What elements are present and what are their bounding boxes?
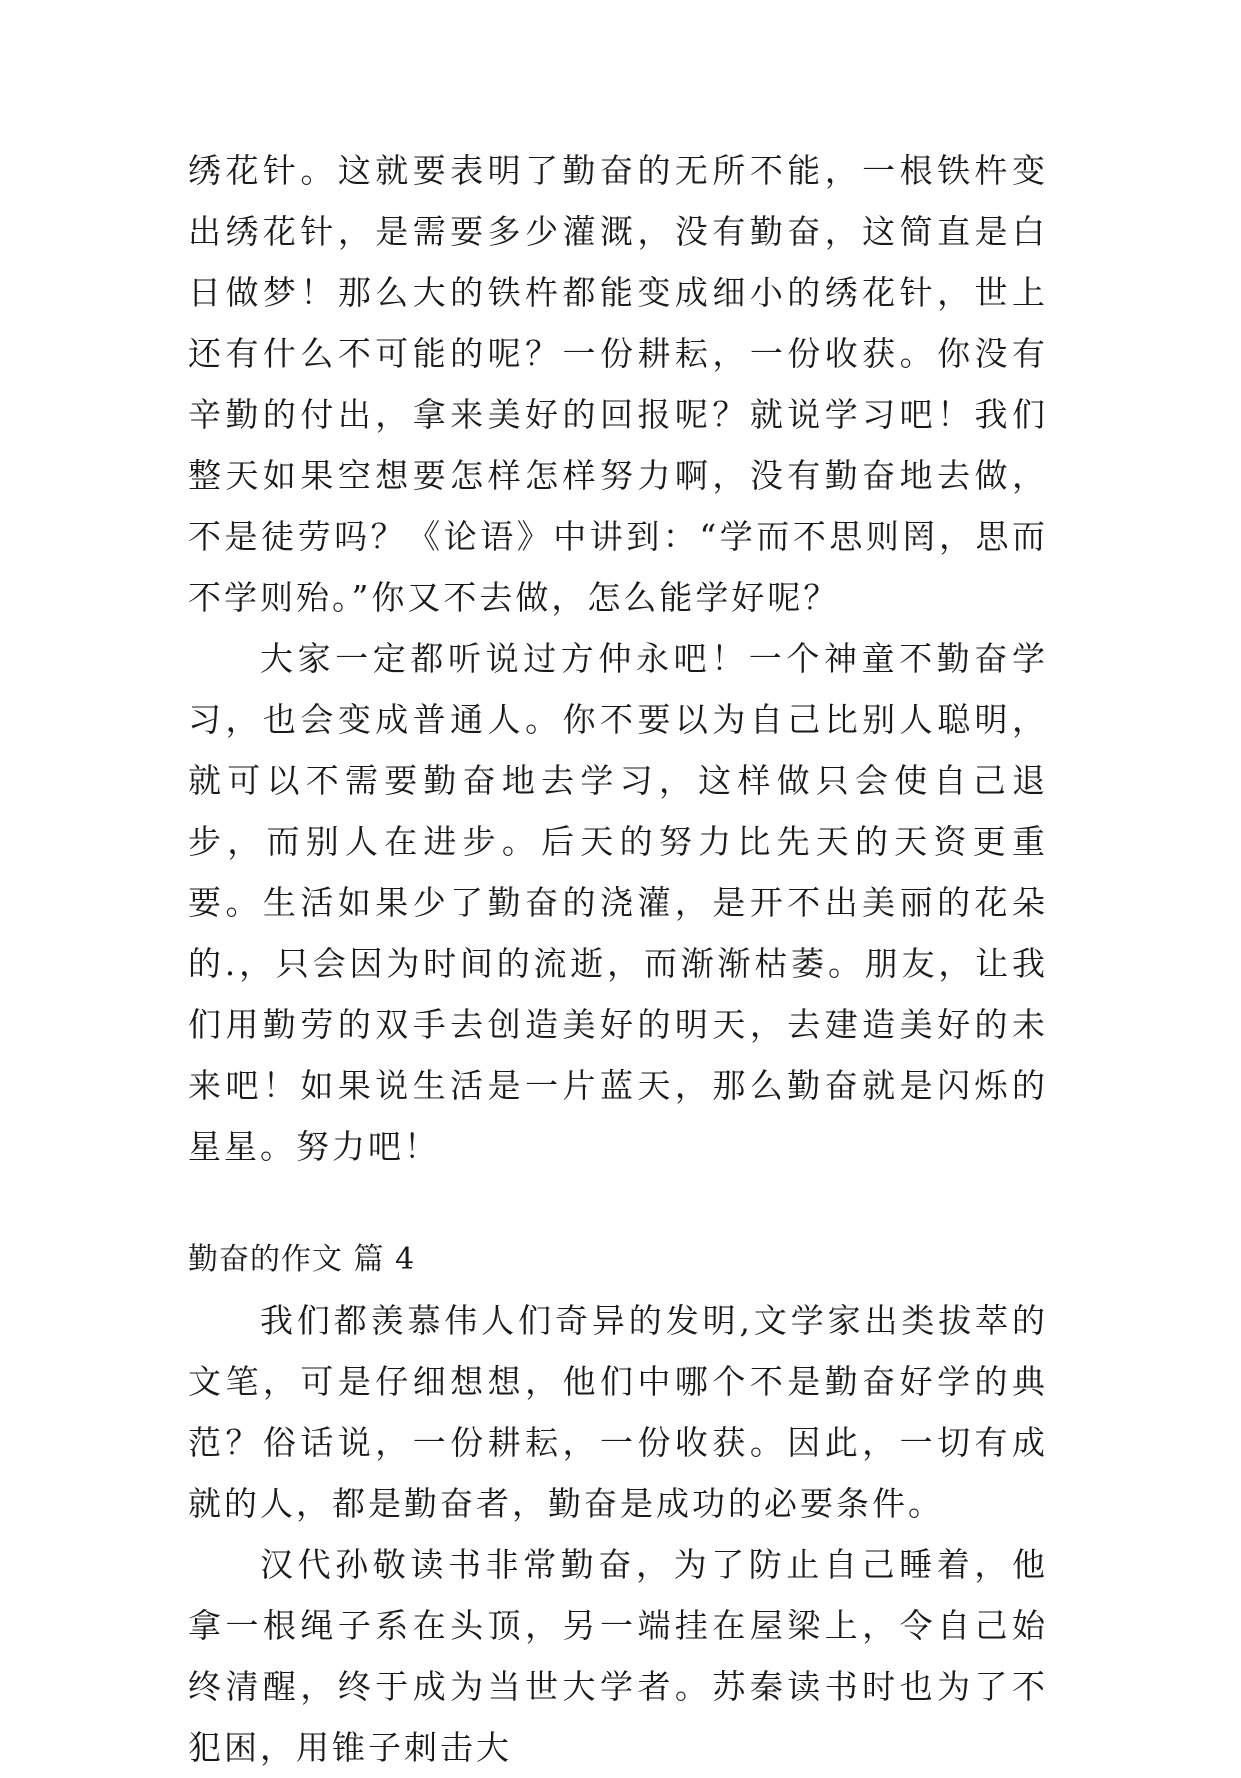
section-title: 勤奋的作文 篇 4 xyxy=(188,1242,416,1277)
paragraph-sun-jing: 汉代孙敬读书非常勤奋，为了防止自己睡着，他拿一根绳子系在头顶，另一端挂在屋梁上，令自己始终清醒，终于成为当世大学者。苏秦读书时也为了不犯困，用锥子刺击大 xyxy=(188,1545,1048,1767)
paragraph-continuation: 绣花针。这就要表明了勤奋的无所不能，一根铁杵变出绣花针，是需要多少灌溉，没有勤奋，这简直是白日做梦！那么大的铁杵都能变成细小的绣花针，世上还有什么不可能的呢？一份耕耘，一份收获。你没有辛勤的付出，拿来美好的回报呢？就说学习吧！我们整天如果空想要怎样怎样努力啊，没有勤奋地去做，不是徒劳吗？《论语》中讲到：“学而不思则罔，思而不学则殆。”你又不去做，怎么能学好呢？ xyxy=(188,151,1048,617)
paragraph-intro: 我们都羡慕伟人们奇异的发明,文学家出类拔萃的文笔，可是仔细想想，他们中哪个不是勤奋好学的典范？俗话说，一份耕耘，一份收获。因此，一切有成就的人，都是勤奋者，勤奋是成功的必要条件。 xyxy=(188,1301,1048,1523)
document-body xyxy=(188,140,1048,1778)
paragraph-fang-zhongyong: 大家一定都听说过方仲永吧！一个神童不勤奋学习，也会变成普通人。你不要以为自己比别人聪明，就可以不需要勤奋地去学习，这样做只会使自己退步，而别人在进步。后天的努力比先天的天资更重要。生活如果少了勤奋的浇灌，是开不出美丽的花朵的.，只会因为时间的流逝，而渐渐枯萎。朋友，让我们用勤劳的双手去创造美好的明天，去建造美好的未来吧！如果说生活是一片蓝天，那么勤奋就是闪烁的星星。努力吧！ xyxy=(188,639,1048,1166)
